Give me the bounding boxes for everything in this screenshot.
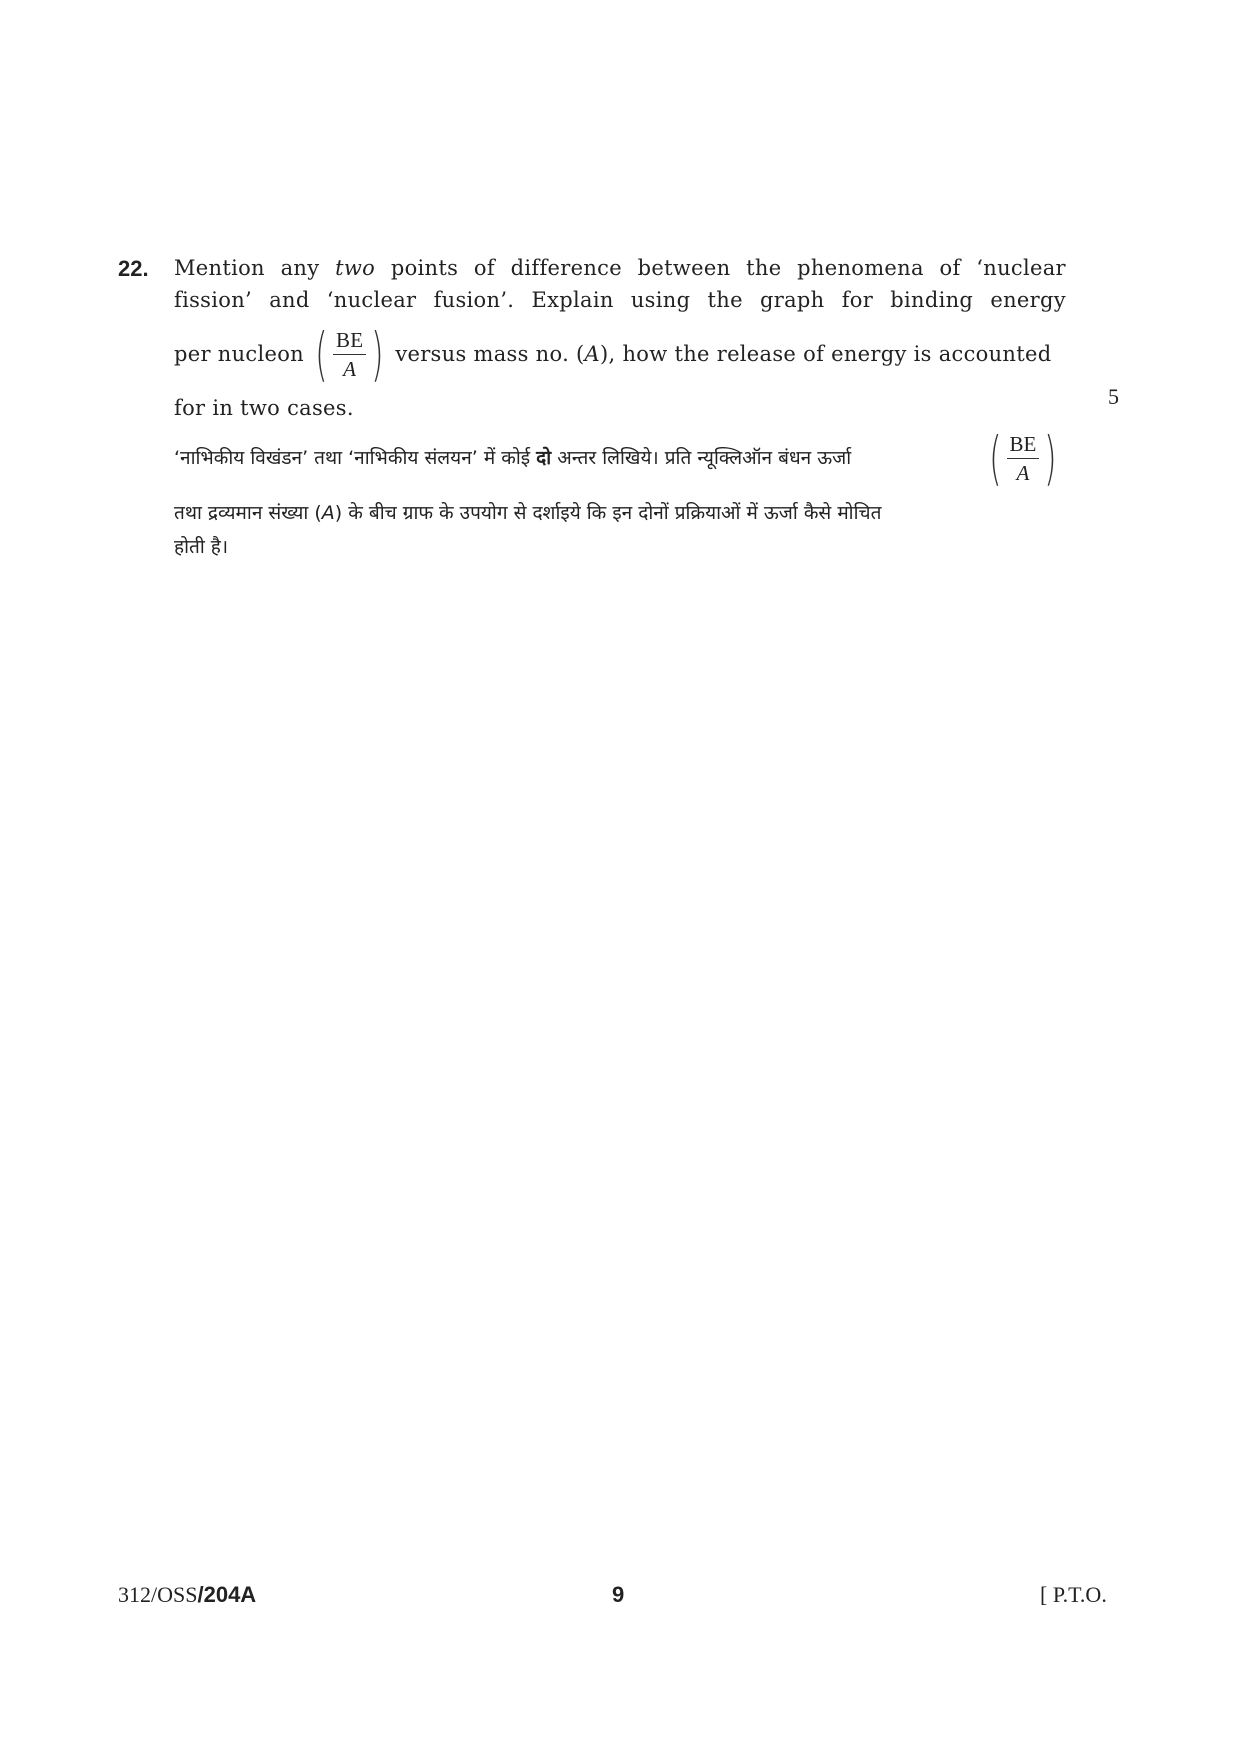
- marks-value: 5: [1108, 384, 1119, 409]
- emphasis-two: two: [335, 256, 376, 280]
- question-number: 22.: [118, 256, 149, 281]
- english-line-4: for in two cases.: [174, 396, 354, 420]
- english-line-3: per nucleon ( $\frac{BE}{A}$ ) versus mass no. ( A ), how the release of energy is accounted: [174, 320, 1052, 388]
- right-paren: ): [371, 320, 385, 388]
- english-line-1: Mention any two points of difference between the phenomena of ‘nuclear: [174, 252, 1066, 284]
- pto-label: [ P.T.O.: [1040, 1582, 1107, 1607]
- left-paren: (: [315, 320, 328, 388]
- fraction-be-over-a: [310, 320, 389, 388]
- english-line-2: fission’ and ‘nuclear fusion’. Explain using the graph for binding energy: [174, 288, 1066, 312]
- hindi-fraction-be-over-a: [984, 424, 1062, 492]
- paper-code: 312/OSS/204A: [118, 1582, 257, 1607]
- emphasis-do: दो: [536, 447, 552, 469]
- left-paren: (: [988, 424, 1002, 492]
- fraction-numerator: BE: [333, 328, 366, 355]
- question-english-text: [174, 252, 1066, 424]
- hindi-line-3: होती है।: [174, 536, 229, 558]
- page-number: 9: [612, 1582, 625, 1607]
- hindi-line-2: तथा द्रव्यमान संख्या (A) के बीच ग्राफ के उपयोग से दर्शाइये कि इन दोनों प्रक्रियाओं में ऊर्जा कैसे मोचित: [174, 502, 882, 524]
- question-hindi-text: [174, 420, 1068, 564]
- right-paren: ): [1044, 424, 1057, 492]
- hindi-line-1: ‘नाभिकीय विखंडन’ तथा ‘नाभिकीय संलयन’ में कोई दो अन्तर लिखिये। प्रति न्यूक्लिऑन बंधन ऊर्जा ( $\frac{BE}{A}$ ): [174, 420, 1068, 496]
- fraction-numerator: BE: [1007, 432, 1040, 459]
- fraction-denominator: A: [1016, 460, 1030, 485]
- fraction-denominator: A: [343, 356, 357, 381]
